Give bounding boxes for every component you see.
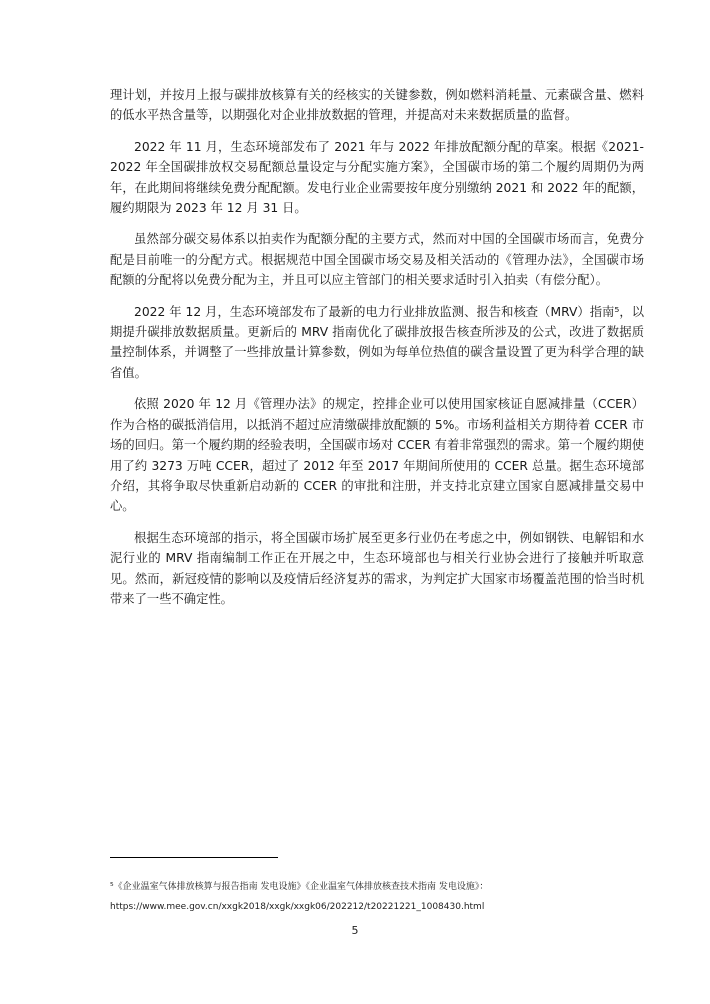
paragraph: 根据生态环境部的指示，将全国碳市场扩展至更多行业仍在考虑之中，例如钢铁、电解铝和水泥行业的 MRV 指南编制工作正在开展之中，生态环境部也与相关行业协会进行了接触并听取意见。然而，新冠疫情的影响以及疫情后经济复苏的需求，为判定扩大国家市场覆盖范围的恰当时机带来了一些不确定性。 bbox=[110, 530, 644, 606]
footnote bbox=[110, 877, 650, 917]
paragraph: 理计划，并按月上报与碳排放核算有关的经核实的关键参数，例如燃料消耗量、元素碳含量、燃料的低水平热含量等，以期强化对企业排放数据的管理，并提高对未来数据质量的监督。 bbox=[110, 88, 644, 123]
paragraph: 2022 年 11 月，生态环境部发布了 2021 年与 2022 年排放配额分配的草案。根据《2021-2022 年全国碳排放权交易配额总量设定与分配实施方案》，全国碳市场的第二个履约周期仍为两年，在此期间将继续免费分配配额。发电行业企业需要按年度分别缴纳 2021 和 2022 年的配额，履约期限为 2023 年 12 月 31 日。 bbox=[110, 139, 644, 216]
paragraph: 依照 2020 年 12 月《管理办法》的规定，控排企业可以使用国家核证自愿减排量（CCER）作为合格的碳抵消信用，以抵消不超过应清缴碳排放配额的 5%。市场利益相关方期待着 CCER 市场的回归。第一个履约期的经验表明，全国碳市场对 CCER 有着非常强烈的需求。第一个履约期使用了约 3273 万吨 CCER，超过了 2012 年至 2017 年期间所使用的 CCER 总量。据生态环境部介绍，其将争取尽快重新启动新的 CCER 的审批和注册，并支持北京建立国家自愿减排量交易中心。 bbox=[110, 397, 644, 514]
paragraph: 2022 年 12 月，生态环境部发布了最新的电力行业排放监测、报告和核查（MRV）指南⁵，以期提升碳排放数据质量。更新后的 MRV 指南优化了碳排放报告核查所涉及的公式，改进了数据质量控制体系，并调整了一些排放量计算参数，例如为每单位热值的碳含量设置了更为科学合理的缺省值。 bbox=[110, 304, 644, 380]
body-text bbox=[110, 85, 644, 620]
footnote-link[interactable]: https://www.mee.gov.cn/xxgk2018/xxgk/xxgk06/202212/t20221221_1008430.html bbox=[110, 902, 485, 912]
page-number: 5 bbox=[351, 924, 359, 937]
footnote-text: ⁵《企业温室气体排放核算与报告指南 发电设施》《企业温室气体排放核查技术指南 发电设施》： bbox=[110, 882, 489, 892]
paragraph: 虽然部分碳交易体系以拍卖作为配额分配的主要方式，然而对中国的全国碳市场而言，免费分配是目前唯一的分配方式。根据规范中国全国碳市场交易及相关活动的《管理办法》，全国碳市场配额的分配将以免费分配为主，并且可以应主管部门的相关要求适时引入拍卖（有偿分配）。 bbox=[110, 232, 644, 288]
footnote-divider bbox=[110, 857, 278, 858]
